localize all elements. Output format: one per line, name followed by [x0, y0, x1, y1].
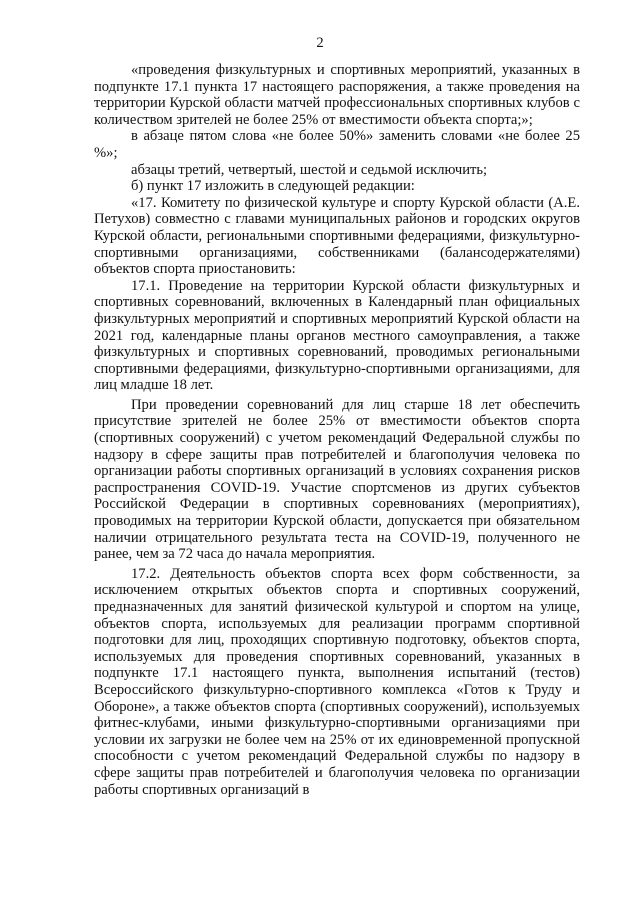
- paragraph-item-17: «17. Комитету по физической культуре и спорту Курской области (А.Е. Петухов) совместно с главами муниципальных районов и городских округов Курской области, региональными спортивными федерациями, физкультурно-спортивными организациями, собственниками (балансодержателями) объектов спорта приостановить:: [94, 194, 580, 278]
- document-body: [94, 62, 580, 798]
- paragraph-amendment-quote: «проведения физкультурных и спортивных мероприятий, указанных в подпункте 17.1 пункта 17 настоящего распоряжения, а также проведения на территории Курской области матчей профессиональных спортивных клубов с количеством зрителей не более 25% от вместимости объекта спорта;»;: [94, 62, 580, 128]
- paragraph-item-17-header: б) пункт 17 изложить в следующей редакции:: [131, 178, 415, 195]
- page-number: 2: [316, 35, 324, 51]
- paragraph-fifth-abzac: в абзаце пятом слова «не более 50%» заменить словами «не более 25 %»;: [94, 128, 580, 161]
- paragraph-item-17-1: 17.1. Проведение на территории Курской области физкультурных и спортивных соревнований, включенных в Календарный план официальных физкультурных мероприятий и спортивных мероприятий Курской области на 2021 год, календарные планы органов местного самоуправления, а также физкультурных и спортивных соревнований, проводимых региональными спортивными федерациями, физкультурно-спортивными организациями, для лиц младше 18 лет.: [94, 277, 580, 394]
- paragraph-item-17-2: 17.2. Деятельность объектов спорта всех форм собственности, за исключением открытых объектов спорта и спортивных сооружений, предназначенных для занятий физической культурой и спортом на улице, объектов спорта, используемых для реализации программ спортивной подготовки для лиц, проходящих спортивную подготовку, объектов спорта, используемых для проведения спортивных соревнований, указанных в подпункте 17.1 настоящего пункта, выполнения испытаний (тестов) Всероссийского физкультурно-спортивного комплекса «Готов к Труду и Обороне», а также объектов спорта (спортивных сооружений), используемых фитнес-клубами, иными физкультурно-спортивными организациями при условии их загрузки не более чем на 25% от их единовременной пропускной способности с учетом рекомендаций Федеральной службы по надзору в сфере защиты прав потребителей и благополучия человека по организации работы спортивных организаций в: [94, 565, 580, 798]
- paragraph-exclude-abzacs: абзацы третий, четвертый, шестой и седьмой исключить;: [131, 161, 488, 178]
- paragraph-spectators: При проведении соревнований для лиц старше 18 лет обеспечить присутствие зрителей не более 25% от вместимости объектов спорта (спортивных сооружений) с учетом рекомендаций Федеральной службы по надзору в сфере защиты прав потребителей и благополучия человека по организации работы спортивных организаций в условиях сохранения рисков распространения COVID-19. Участие спортсменов из других субъектов Российской Федерации в спортивных соревнованиях (мероприятиях), проводимых на территории Курской области, допускается при обязательном наличии отрицательного результата теста на COVID-19, полученного не ранее, чем за 72 часа до начала мероприятия.: [94, 396, 580, 563]
